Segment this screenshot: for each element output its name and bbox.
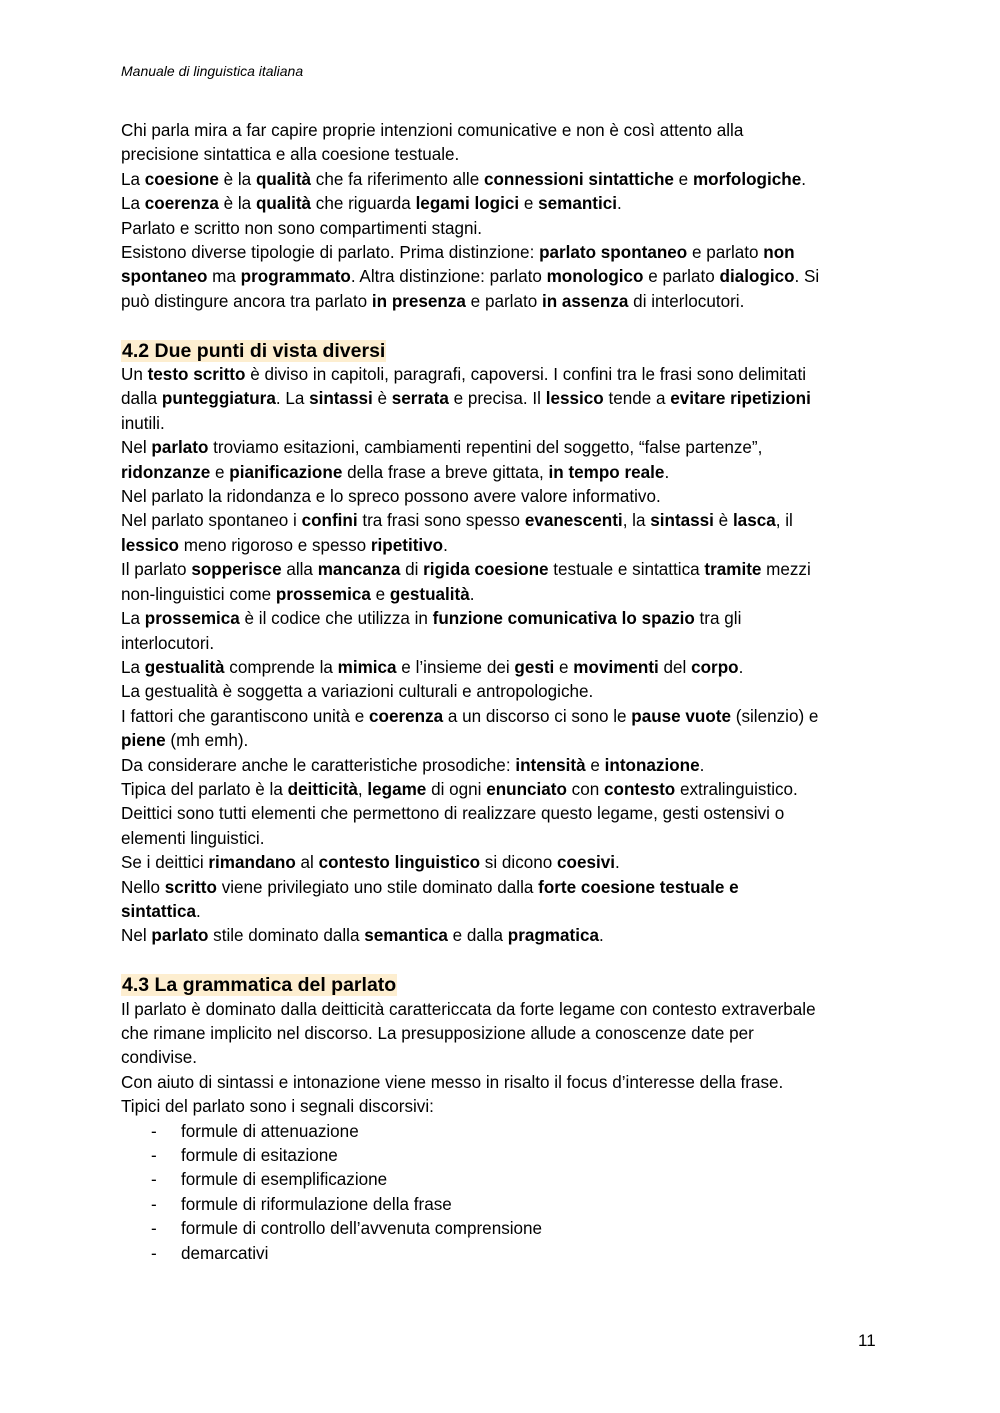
list-item [121, 1193, 891, 1217]
bold-term: forte coesione testuale e [538, 877, 739, 897]
bold-term: punteggiatura [161, 389, 276, 409]
bold-term: parlato [151, 438, 209, 458]
text-run: Il parlato è dominato dalla deitticità carattericcata da forte legame con contesto extraverbale [121, 999, 816, 1019]
list-item-text: formule di controllo dell’avvenuta comprensione [181, 1219, 543, 1239]
text-run: viene privilegiato uno stile dominato dalla [216, 877, 539, 897]
list-item-text: formule di attenuazione [181, 1121, 359, 1141]
text-run: e [519, 194, 539, 214]
bold-term: pianificazione [229, 462, 343, 482]
bold-term: lasca [732, 511, 776, 531]
bold-term: piene [121, 731, 166, 751]
text-run: non-linguistici come [121, 584, 276, 604]
text-run: che rimane implicito nel discorso. La presupposizione allude a conoscenze date per [121, 1024, 754, 1043]
text-run: , [357, 779, 368, 799]
text-run: La [121, 169, 145, 189]
bold-term: morfologiche [692, 169, 802, 189]
text-line [121, 485, 891, 509]
text-line [121, 1022, 891, 1046]
list-dash: - [151, 1170, 157, 1190]
text-run: Da considerare anche le caratteristiche prosodiche: [121, 755, 516, 775]
bold-term: legami logici [415, 194, 520, 214]
text-run: , il [775, 511, 793, 531]
text-run: I fattori che garantiscono unità e [121, 706, 370, 726]
bold-term: connessioni sintattiche [483, 169, 674, 189]
text-run: . [699, 755, 705, 775]
text-run: mezzi [761, 560, 811, 580]
list-item-text: formule di esemplificazione [181, 1170, 388, 1190]
text-run: elementi linguistici. [121, 828, 265, 848]
section-heading-text: 4.2 Due punti di vista diversi [122, 339, 386, 362]
text-run: e l’insieme dei [396, 657, 515, 677]
bold-term: programmato [240, 267, 351, 287]
section-gap [121, 314, 891, 338]
bold-term: parlato [151, 926, 209, 946]
text-run: Il parlato [121, 560, 192, 580]
bold-term: qualità [255, 169, 312, 189]
text-line [121, 387, 891, 411]
text-line [121, 436, 891, 460]
text-run: di interlocutori. [628, 291, 745, 311]
bold-term: intonazione [604, 755, 700, 775]
text-run: e precisa. Il [448, 389, 546, 409]
text-run: La gestualità è soggetta a variazioni culturali e antropologiche. [121, 682, 594, 702]
text-run: è la [218, 194, 256, 214]
text-run: della frase a breve gittata, [342, 462, 549, 482]
bold-term: rigida coesione [423, 560, 549, 580]
list-dash: - [151, 1121, 157, 1141]
text-run: che riguarda [311, 194, 416, 214]
discourse-signals-list [121, 1120, 891, 1266]
text-run: comprende la [224, 657, 338, 677]
text-line [121, 461, 891, 485]
section-4-3-body [121, 998, 891, 1120]
text-run: e parlato [687, 243, 764, 263]
running-header: Manuale di linguistica italiana [121, 63, 304, 79]
text-run: . [598, 926, 604, 946]
text-run: che fa riferimento alle [311, 169, 484, 189]
text-line [121, 705, 891, 729]
text-line [121, 632, 891, 656]
text-run: Se i deittici [121, 853, 209, 873]
text-line [121, 558, 891, 582]
list-item [121, 1168, 891, 1192]
bold-term: in tempo reale [548, 462, 665, 482]
page-body [121, 119, 891, 1266]
text-line [121, 876, 891, 900]
bold-term: sintassi [650, 511, 714, 531]
text-run: è la [218, 169, 256, 189]
bold-term: coesione [144, 169, 219, 189]
bold-term: mimica [337, 657, 397, 677]
text-line [121, 509, 891, 533]
text-run: condivise. [121, 1048, 198, 1068]
text-run: Tipica del parlato è la [121, 779, 288, 799]
list-dash: - [151, 1243, 157, 1263]
list-item [121, 1120, 891, 1144]
text-run: tra gli [694, 609, 742, 629]
text-run: . [664, 462, 670, 482]
bold-term: semantici [538, 194, 617, 214]
bold-term: gestualità [389, 584, 470, 604]
list-dash: - [151, 1219, 157, 1239]
text-line [121, 265, 891, 289]
text-line [121, 1071, 891, 1095]
text-run: Esistono diverse tipologie di parlato. Prima distinzione: [121, 243, 540, 263]
text-run: (mh emh). [165, 731, 249, 751]
text-line [121, 583, 891, 607]
text-run: alla [281, 560, 318, 580]
text-run: . [616, 194, 622, 214]
text-run: , la [622, 511, 651, 531]
bold-term: lessico [545, 389, 604, 409]
intro-paragraphs [121, 119, 891, 314]
bold-term: sintattica [121, 901, 197, 921]
list-item-text: formule di riformulazione della frase [181, 1194, 452, 1214]
text-line [121, 998, 891, 1022]
bold-term: funzione comunicativa lo spazio [432, 609, 695, 629]
list-item [121, 1242, 891, 1266]
text-line [121, 924, 891, 948]
text-run: è [713, 511, 733, 531]
bold-term: legame [367, 779, 427, 799]
bold-term: semantica [364, 926, 448, 946]
text-run: è il codice che utilizza in [239, 609, 433, 629]
bold-term: corpo [691, 657, 739, 677]
bold-term: qualità [255, 194, 312, 214]
bold-term: movimenti [573, 657, 659, 677]
bold-term: serrata [391, 389, 449, 409]
text-line [121, 168, 891, 192]
text-line [121, 217, 891, 241]
text-run: . Si [794, 267, 820, 287]
text-run: Nel [121, 926, 152, 946]
text-run: al [295, 853, 319, 873]
bold-term: contesto linguistico [318, 853, 481, 873]
text-run: Parlato e scritto non sono compartimenti stagni. [121, 218, 483, 238]
text-run: Un [121, 365, 148, 385]
bold-term: non [763, 243, 795, 263]
text-run: può distingure ancora tra parlato [121, 291, 372, 311]
text-run: meno rigoroso e spesso [178, 535, 371, 555]
bold-term: monologico [546, 267, 644, 287]
bold-term: evitare ripetizioni [670, 389, 811, 409]
text-run: e [210, 462, 230, 482]
text-run: . [469, 584, 475, 604]
text-line [121, 754, 891, 778]
text-run: . Altra distinzione: parlato [350, 267, 547, 287]
bold-term: dialogico [719, 267, 795, 287]
text-line [121, 363, 891, 387]
text-run: Chi parla mira a far capire proprie intenzioni comunicative e non è così attento alla [121, 121, 744, 140]
text-run: con [566, 779, 604, 799]
text-run: Nel parlato spontaneo i [121, 511, 302, 531]
text-run: Nel parlato la ridondanza e lo spreco possono avere valore informativo. [121, 487, 661, 507]
text-run: Nello [121, 877, 165, 897]
text-run: e [370, 584, 390, 604]
section-heading-text: 4.3 La grammatica del parlato [122, 974, 397, 997]
text-line [121, 192, 891, 216]
text-run: a un discorso ci sono le [443, 706, 632, 726]
text-run: e [554, 657, 574, 677]
bold-term: in assenza [541, 291, 629, 311]
text-run: del [658, 657, 692, 677]
text-run: Deittici sono tutti elementi che permettono di realizzare questo legame, gesti ostensivi o [121, 804, 785, 824]
text-run: e [585, 755, 605, 775]
text-run: e parlato [643, 267, 720, 287]
text-run: . La [275, 389, 310, 409]
text-line [121, 1046, 891, 1070]
bold-term: sopperisce [191, 560, 282, 580]
list-item-text: formule di esitazione [181, 1146, 338, 1166]
section-4-2-body [121, 363, 891, 949]
list-item [121, 1144, 891, 1168]
bold-term: tramite [704, 560, 762, 580]
text-run: testuale e sintattica [548, 560, 705, 580]
text-line [121, 1095, 891, 1119]
text-line [121, 241, 891, 265]
text-run: è [372, 389, 392, 409]
text-run: si dicono [480, 853, 558, 873]
bold-term: testo scritto [147, 365, 246, 385]
text-run: e dalla [447, 926, 508, 946]
text-run: . [196, 901, 201, 921]
bold-term: parlato spontaneo [539, 243, 688, 263]
text-line [121, 851, 891, 875]
bold-term: enunciato [486, 779, 567, 799]
text-run: tende a [603, 389, 671, 409]
bold-term: coerenza [144, 194, 219, 214]
text-run: dalla [121, 389, 162, 409]
bold-term: ridonzanze [121, 462, 211, 482]
text-run: Tipici del parlato sono i segnali discorsivi: [121, 1097, 434, 1117]
bold-term: evanescenti [524, 511, 623, 531]
bold-term: ripetitivo [370, 535, 444, 555]
text-run: troviamo esitazioni, cambiamenti repentini del soggetto, “false partenze”, [208, 438, 763, 458]
bold-term: gesti [514, 657, 555, 677]
section-heading-4-3 [121, 973, 891, 997]
text-run: di ogni [426, 779, 487, 799]
list-dash: - [151, 1194, 157, 1214]
page-number: 11 [858, 1331, 876, 1350]
text-run: La [121, 657, 145, 677]
bold-term: in presenza [371, 291, 466, 311]
text-run: e [673, 169, 693, 189]
bold-term: sintassi [309, 389, 373, 409]
text-run: precisione sintattica e alla coesione testuale. [121, 145, 460, 165]
text-line [121, 680, 891, 704]
text-run: inutili. [121, 413, 165, 433]
text-run: . [738, 657, 744, 677]
list-item [121, 1217, 891, 1241]
text-line [121, 656, 891, 680]
text-run: stile dominato dalla [208, 926, 365, 946]
text-line [121, 827, 891, 851]
bold-term: coerenza [369, 706, 444, 726]
text-run: La [121, 194, 145, 214]
text-line [121, 778, 891, 802]
text-run: ma [207, 267, 241, 287]
text-run: e parlato [465, 291, 542, 311]
text-run: Nel [121, 438, 152, 458]
text-run: extralinguistico. [675, 779, 798, 799]
bold-term: deitticità [287, 779, 358, 799]
bold-term: mancanza [317, 560, 401, 580]
text-run: è diviso in capitoli, paragrafi, capoversi. I confini tra le frasi sono delimitati [245, 365, 807, 385]
text-run: (silenzio) e [731, 706, 819, 726]
bold-term: scritto [164, 877, 217, 897]
text-run: La [121, 609, 145, 629]
text-run: . [801, 169, 806, 189]
text-run: . [615, 853, 620, 873]
bold-term: pragmatica [507, 926, 599, 946]
list-dash: - [151, 1146, 157, 1166]
bold-term: rimandano [208, 853, 296, 873]
bold-term: pause vuote [631, 706, 732, 726]
bold-term: prossemica [275, 584, 371, 604]
section-gap [121, 949, 891, 973]
bold-term: contesto [604, 779, 676, 799]
text-run: di [400, 560, 424, 580]
text-line [121, 119, 891, 143]
list-item-text: demarcativi [181, 1243, 269, 1263]
bold-term: spontaneo [121, 267, 208, 287]
text-line [121, 143, 891, 167]
text-run: Con aiuto di sintassi e intonazione viene messo in risalto il focus d’interesse della frase. [121, 1072, 784, 1092]
text-line [121, 534, 891, 558]
bold-term: lessico [121, 535, 179, 555]
text-run: tra frasi sono spesso [357, 511, 525, 531]
text-run: interlocutori. [121, 633, 215, 653]
text-line [121, 729, 891, 753]
bold-term: coesivi [557, 853, 615, 873]
bold-term: gestualità [144, 657, 225, 677]
bold-term: prossemica [144, 609, 240, 629]
text-line [121, 290, 891, 314]
text-run: . [443, 535, 448, 555]
bold-term: intensità [515, 755, 586, 775]
text-line [121, 802, 891, 826]
section-heading-4-2 [121, 339, 891, 363]
text-line [121, 607, 891, 631]
text-line [121, 900, 891, 924]
bold-term: confini [301, 511, 358, 531]
text-line [121, 412, 891, 436]
